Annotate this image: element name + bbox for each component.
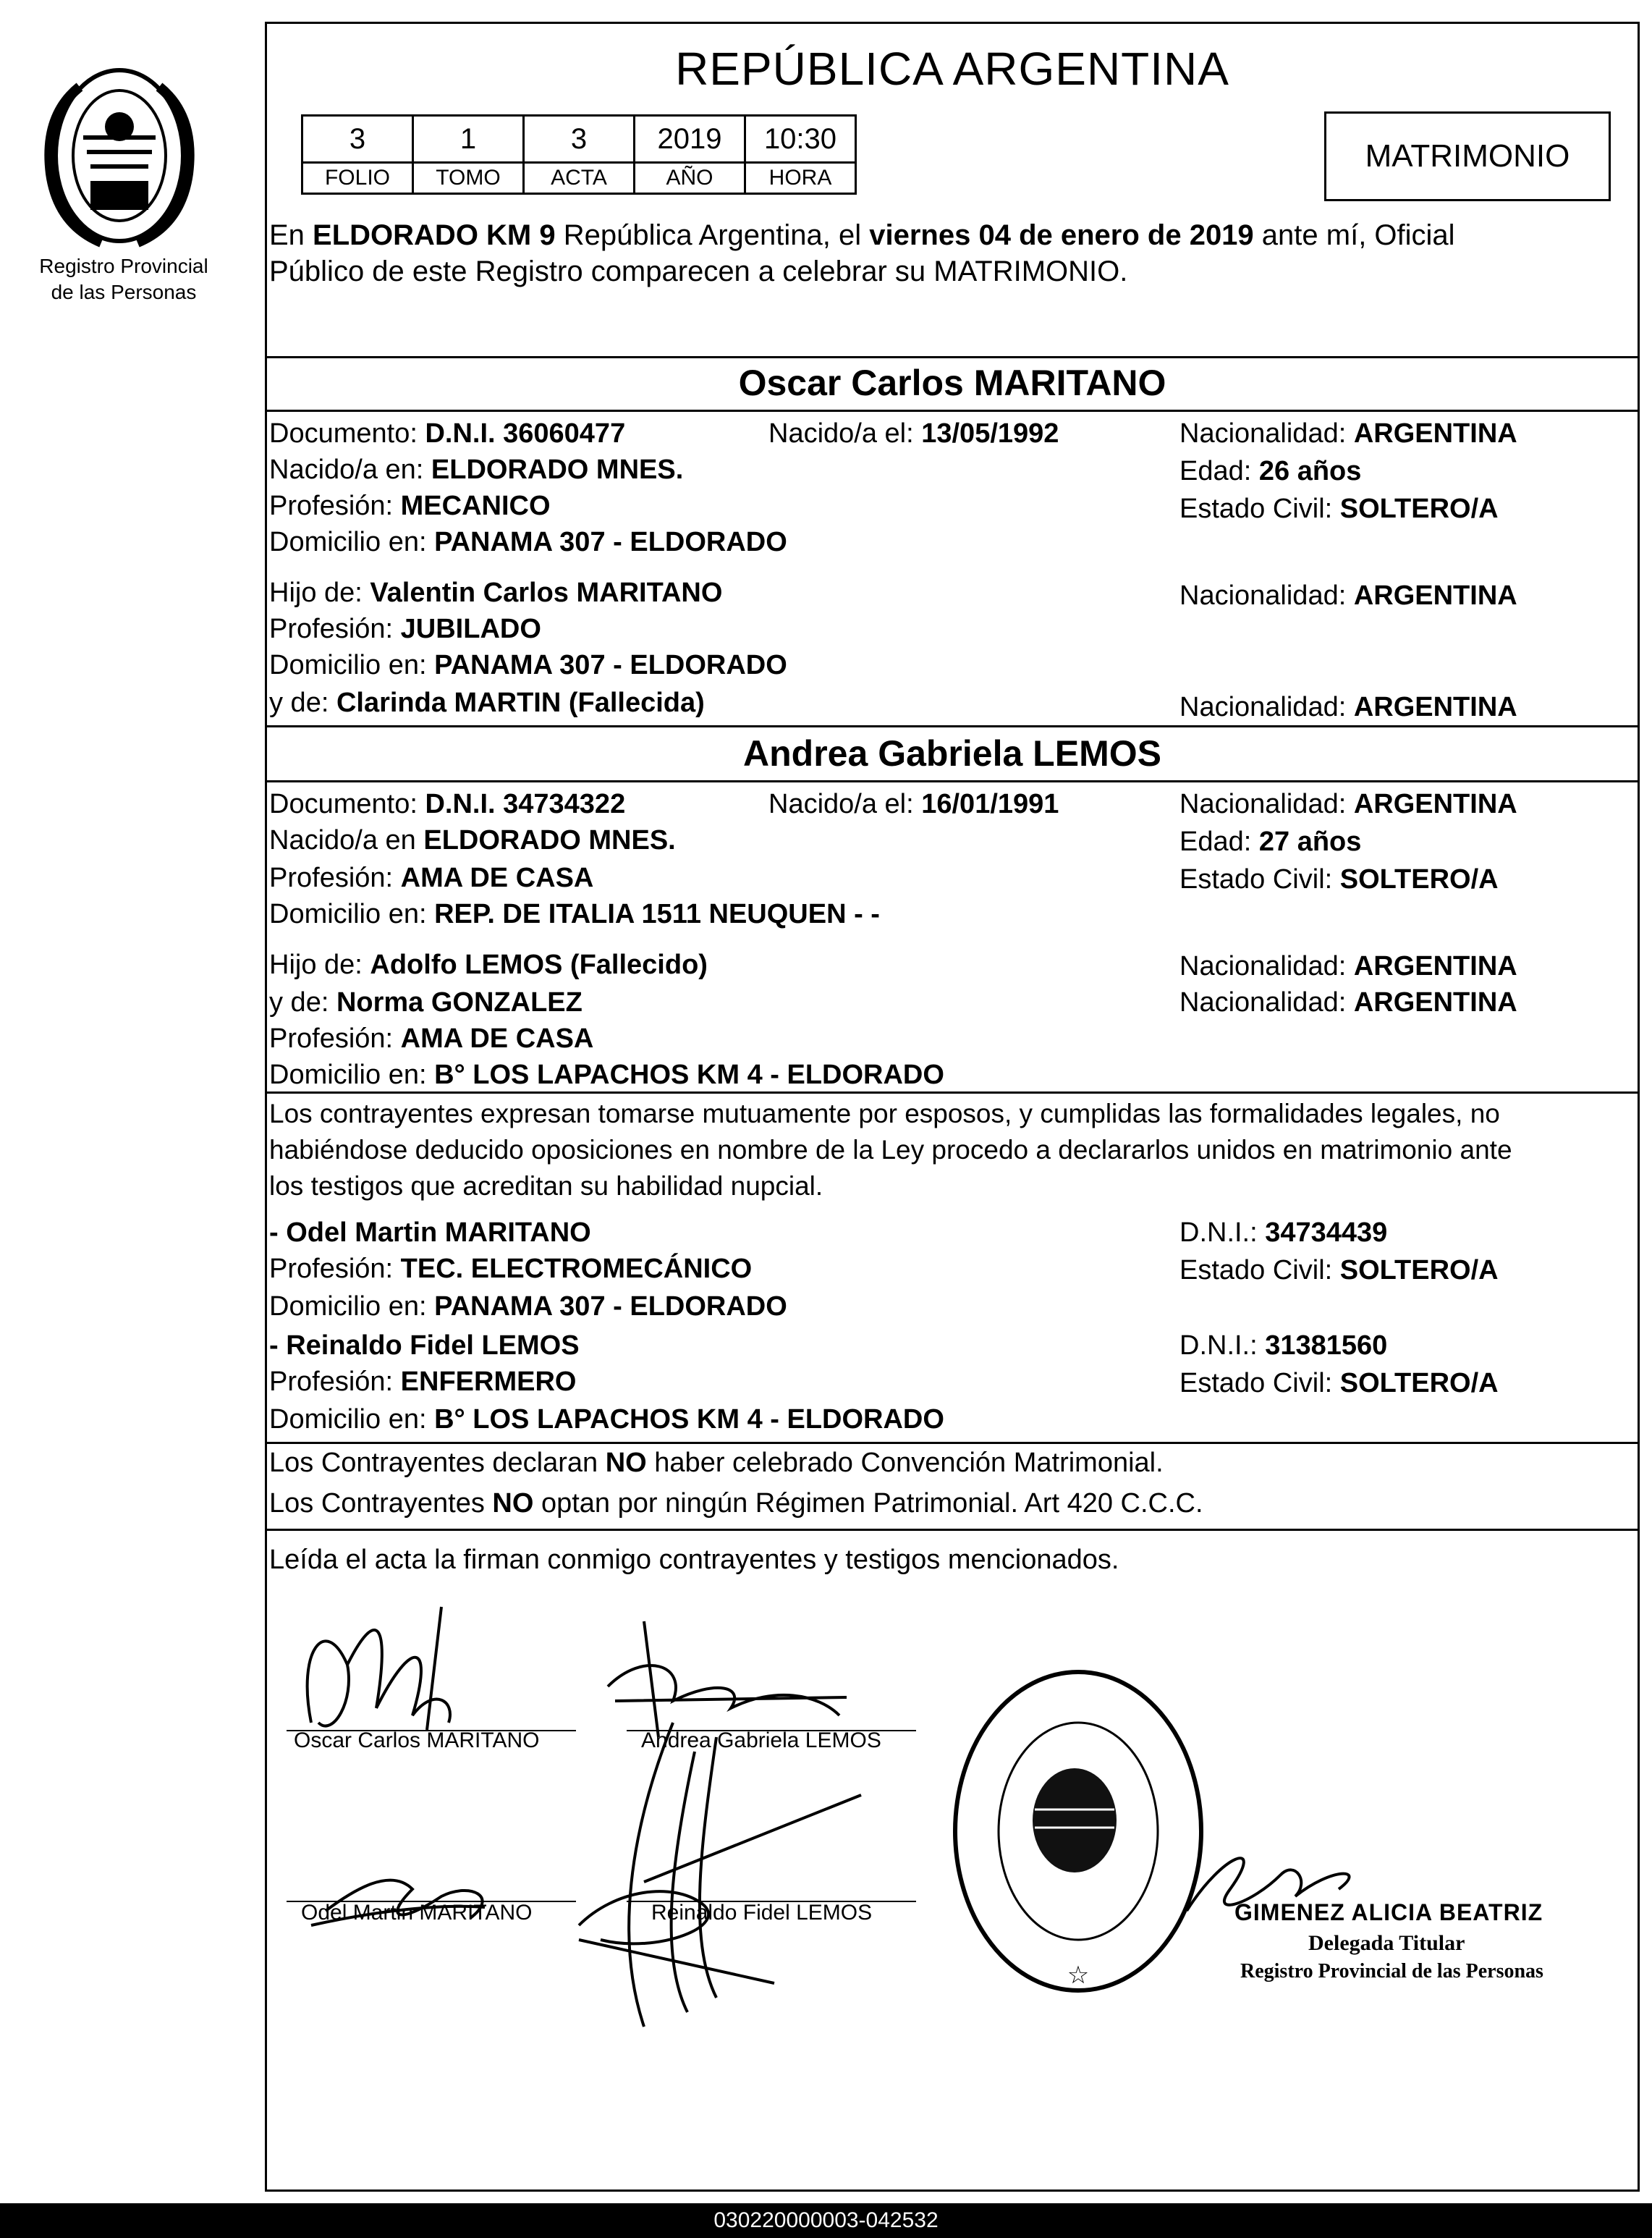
- divider: [265, 410, 1640, 412]
- convention-line-2: Los Contrayentes NO optan por ningún Régimen Patrimonial. Art 420 C.C.C.: [269, 1488, 1203, 1519]
- acta-label: ACTA: [524, 163, 635, 194]
- document-code-bar: 030220000003-042532: [0, 2203, 1652, 2238]
- country-title: REPÚBLICA ARGENTINA: [675, 43, 1229, 95]
- witness-1-dni: D.N.I.: 34734439: [1179, 1217, 1388, 1248]
- witness-2-address: Domicilio en: B° LOS LAPACHOS KM 4 - ELDORADO: [269, 1404, 944, 1435]
- groom-address: Domicilio en: PANAMA 307 - ELDORADO: [269, 527, 787, 557]
- bride-mother-address: Domicilio en: B° LOS LAPACHOS KM 4 - ELDORADO: [269, 1060, 944, 1090]
- groom-mother-nationality: Nacionalidad: ARGENTINA: [1179, 692, 1517, 722]
- divider: [265, 1529, 1640, 1531]
- divider: [265, 1442, 1640, 1444]
- anio-value: 2019: [635, 116, 745, 163]
- groom-born: Nacido/a el: 13/05/1992: [768, 418, 1059, 449]
- groom-mother: y de: Clarinda MARTIN (Fallecida): [269, 688, 705, 718]
- groom-age: Edad: 26 años: [1179, 456, 1362, 486]
- acta-value: 3: [524, 116, 635, 163]
- bride-mother: y de: Norma GONZALEZ: [269, 987, 583, 1018]
- bride-profession: Profesión: AMA DE CASA: [269, 863, 594, 893]
- bride-father: Hijo de: Adolfo LEMOS (Fallecido): [269, 950, 708, 980]
- bride-nationality: Nacionalidad: ARGENTINA: [1179, 789, 1517, 819]
- signature-name-4: Reinaldo Fidel LEMOS: [651, 1901, 873, 1925]
- logo-caption-line2: de las Personas: [51, 281, 197, 303]
- declaration-line-1: Los contrayentes expresan tomarse mutuamente por esposos, y cumplidas las formalidades legales, no: [269, 1099, 1500, 1128]
- bride-document: Documento: D.N.I. 34734322: [269, 789, 626, 819]
- intro-line-1: En ELDORADO KM 9 República Argentina, el viernes 04 de enero de 2019 ante mí, Oficial: [269, 219, 1455, 251]
- groom-civil-status: Estado Civil: SOLTERO/A: [1179, 494, 1499, 524]
- officer-name: GIMENEZ ALICIA BEATRIZ: [1234, 1899, 1543, 1925]
- signature-name-2: Andrea Gabriela LEMOS: [641, 1728, 881, 1752]
- closing-statement: Leída el acta la firman conmigo contrayentes y testigos mencionados.: [269, 1545, 1119, 1575]
- witness-1-address: Domicilio en: PANAMA 307 - ELDORADO: [269, 1291, 787, 1322]
- signature-scribble-4-icon: [579, 1723, 861, 2027]
- tomo-value: 1: [413, 116, 524, 163]
- groom-nationality: Nacionalidad: ARGENTINA: [1179, 418, 1517, 449]
- divider: [265, 1091, 1640, 1094]
- hora-value: 10:30: [745, 116, 856, 163]
- divider: [265, 356, 1640, 358]
- witness-1-profession: Profesión: TEC. ELECTROMECÁNICO: [269, 1254, 753, 1284]
- anio-label: AÑO: [635, 163, 745, 194]
- declaration-line-3: los testigos que acreditan su habilidad nupcial.: [269, 1171, 823, 1201]
- bride-mother-profession: Profesión: AMA DE CASA: [269, 1023, 594, 1054]
- signature-scribble-1-icon: [308, 1607, 450, 1730]
- divider: [265, 725, 1640, 727]
- groom-father-nationality: Nacionalidad: ARGENTINA: [1179, 580, 1517, 611]
- convention-line-1: Los Contrayentes declaran NO haber celebrado Convención Matrimonial.: [269, 1448, 1164, 1478]
- officer-role: Delegada Titular: [1308, 1931, 1465, 1955]
- signature-scribble-2-icon: [608, 1621, 847, 1737]
- groom-document: Documento: D.N.I. 36060477: [269, 418, 626, 449]
- hora-label: HORA: [745, 163, 856, 194]
- groom-birthplace: Nacido/a en: ELDORADO MNES.: [269, 455, 684, 485]
- officer-organization: Registro Provincial de las Personas: [1240, 1960, 1543, 1982]
- tomo-label: TOMO: [413, 163, 524, 194]
- witness-1-civil-status: Estado Civil: SOLTERO/A: [1179, 1255, 1499, 1285]
- folio-value: 3: [302, 116, 413, 163]
- witness-2-name: - Reinaldo Fidel LEMOS: [269, 1330, 580, 1361]
- groom-name: Oscar Carlos MARITANO: [738, 363, 1166, 403]
- record-type-box: MATRIMONIO: [1324, 111, 1611, 201]
- bride-age: Edad: 27 años: [1179, 827, 1362, 857]
- groom-father-address: Domicilio en: PANAMA 307 - ELDORADO: [269, 650, 787, 680]
- witness-2-profession: Profesión: ENFERMERO: [269, 1367, 577, 1397]
- bride-father-nationality: Nacionalidad: ARGENTINA: [1179, 951, 1517, 981]
- record-meta-table: [301, 114, 857, 195]
- witness-2-civil-status: Estado Civil: SOLTERO/A: [1179, 1368, 1499, 1398]
- groom-profession: Profesión: MECANICO: [269, 491, 551, 521]
- bride-name: Andrea Gabriela LEMOS: [743, 733, 1161, 774]
- declaration-line-2: habiéndose deducido oposiciones en nombre de la Ley procedo a declararlos unidos en matrimonio ante: [269, 1135, 1512, 1165]
- witness-2-dni: D.N.I.: 31381560: [1179, 1330, 1388, 1361]
- signature-name-1: Oscar Carlos MARITANO: [294, 1728, 540, 1752]
- bride-address: Domicilio en: REP. DE ITALIA 1511 NEUQUEN - -: [269, 899, 880, 929]
- logo-caption-line1: Registro Provincial: [39, 255, 208, 277]
- bride-born: Nacido/a el: 16/01/1991: [768, 789, 1059, 819]
- groom-father-profession: Profesión: JUBILADO: [269, 614, 541, 644]
- signature-name-3: Odel Martin MARITANO: [301, 1901, 533, 1925]
- divider: [265, 780, 1640, 782]
- bride-civil-status: Estado Civil: SOLTERO/A: [1179, 864, 1499, 895]
- bride-birthplace: Nacido/a en ELDORADO MNES.: [269, 825, 676, 856]
- official-stamp-icon: [941, 1665, 1216, 2012]
- misiones-seal-icon: [29, 58, 210, 253]
- groom-father: Hijo de: Valentin Carlos MARITANO: [269, 578, 723, 608]
- witness-1-name: - Odel Martin MARITANO: [269, 1217, 591, 1248]
- svg-text:☆: ☆: [1067, 1961, 1090, 1990]
- bride-mother-nationality: Nacionalidad: ARGENTINA: [1179, 987, 1517, 1018]
- folio-label: FOLIO: [302, 163, 413, 194]
- intro-line-2: Público de este Registro comparecen a celebrar su MATRIMONIO.: [269, 256, 1128, 287]
